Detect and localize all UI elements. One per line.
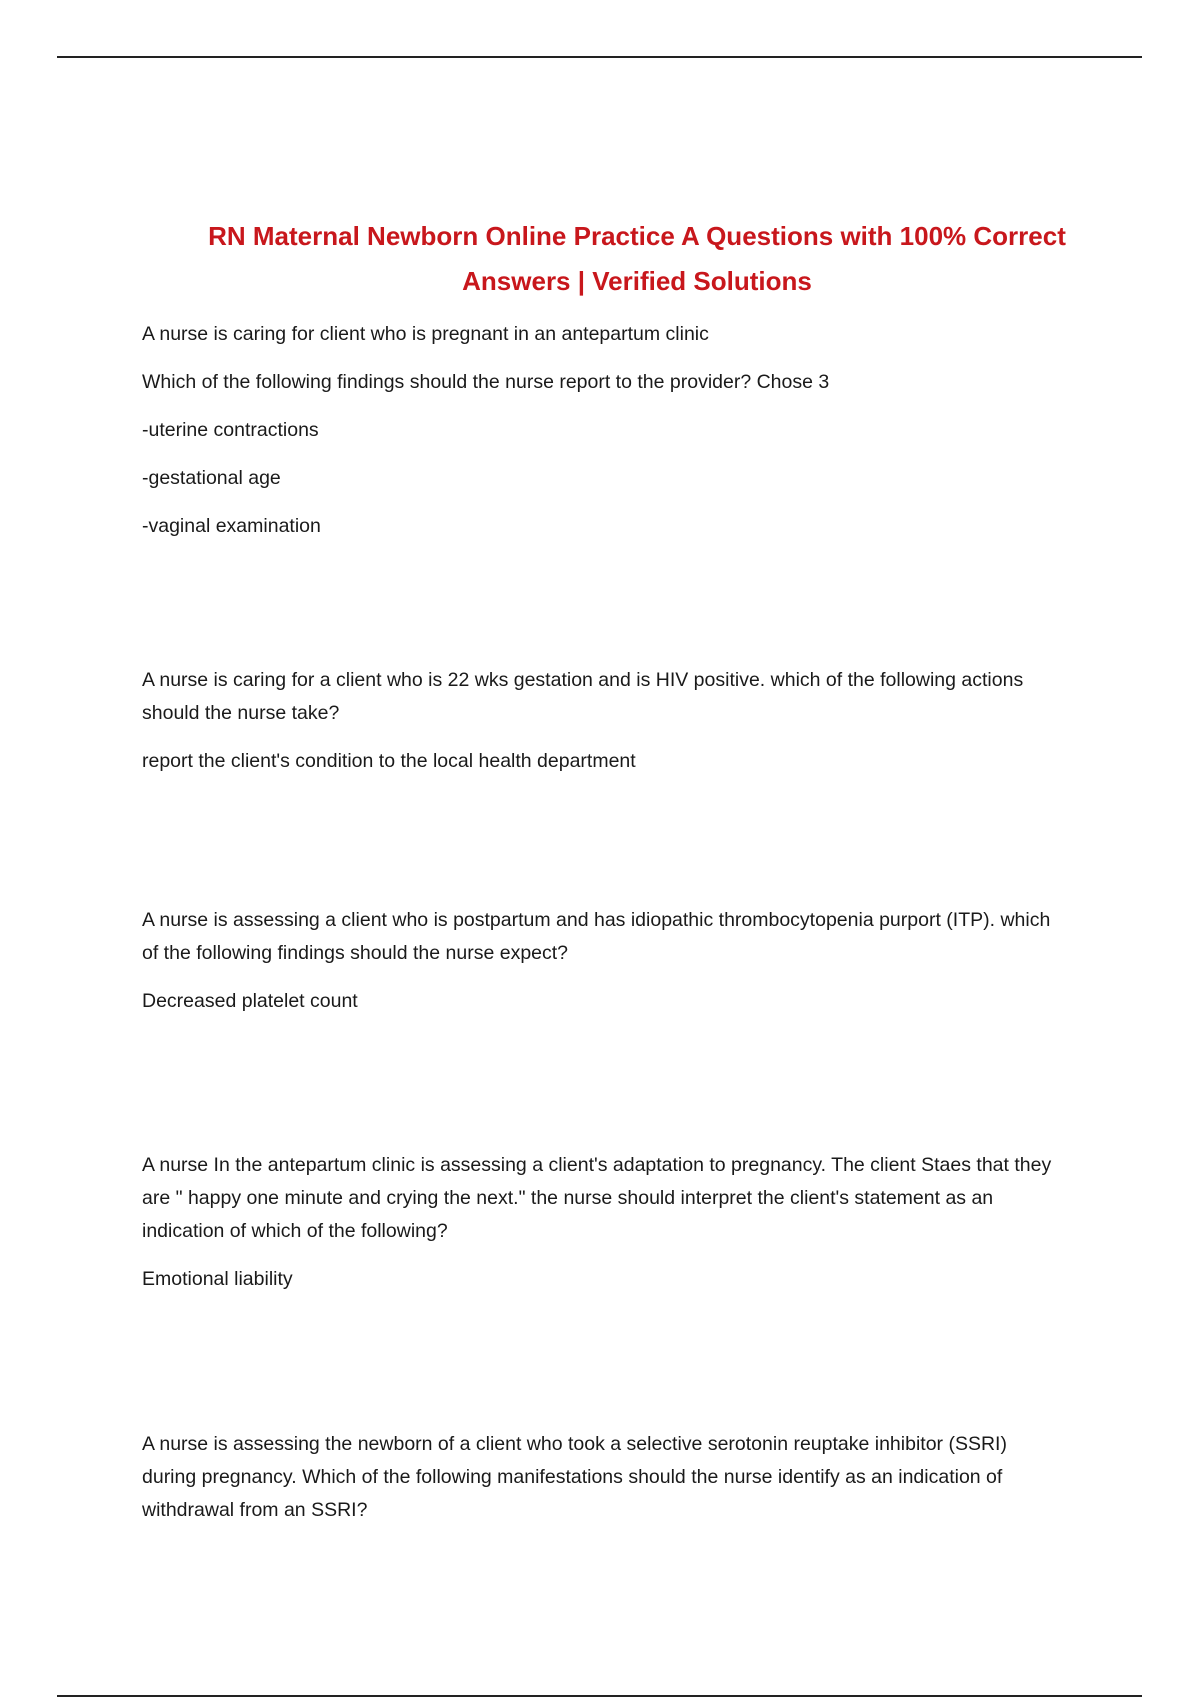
question-block-4 bbox=[142, 1149, 1062, 1296]
question-1-subprompt: Which of the following findings should the nurse report to the provider? Chose 3 bbox=[142, 371, 830, 393]
question-block-2 bbox=[142, 664, 1062, 778]
question-2-prompt: A nurse is caring for a client who is 22 wks gestation and is HIV positive. which of the following actions should the nurse take? bbox=[142, 669, 1024, 724]
document-body bbox=[142, 318, 1062, 1542]
question-spacer bbox=[142, 1033, 1062, 1149]
header-rule bbox=[57, 56, 1142, 58]
question-block-3 bbox=[142, 904, 1062, 1018]
question-4-answer: Emotional liability bbox=[142, 1268, 293, 1290]
question-spacer bbox=[142, 558, 1062, 664]
question-block-1 bbox=[142, 318, 1062, 543]
question-3-prompt: A nurse is assessing a client who is postpartum and has idiopathic thrombocytopenia purport (ITP). which of the following findings should the nurse expect? bbox=[142, 909, 1051, 964]
footer-rule bbox=[57, 1695, 1142, 1697]
document-title: RN Maternal Newborn Online Practice A Questions with 100% Correct Answers | Verified Solutions bbox=[208, 221, 1066, 296]
question-2-answer: report the client's condition to the local health department bbox=[142, 750, 636, 772]
question-1-answer-1: -uterine contractions bbox=[142, 419, 319, 441]
question-spacer bbox=[142, 1311, 1062, 1428]
question-1-answer-2: -gestational age bbox=[142, 467, 281, 489]
question-block-5 bbox=[142, 1428, 1062, 1527]
question-spacer bbox=[142, 793, 1062, 904]
question-4-prompt: A nurse In the antepartum clinic is assessing a client's adaptation to pregnancy. The client Staes that they are " happy one minute and crying the next." the nurse should interpret the client's statement as an indication of which of the following? bbox=[142, 1154, 1052, 1242]
question-1-prompt: A nurse is caring for client who is pregnant in an antepartum clinic bbox=[142, 323, 709, 345]
question-3-answer: Decreased platelet count bbox=[142, 990, 358, 1012]
question-5-prompt: A nurse is assessing the newborn of a client who took a selective serotonin reuptake inhibitor (SSRI) during pregnancy. Which of the following manifestations should the nurse identify as an indication of withdrawal from an SSRI? bbox=[142, 1433, 1007, 1521]
question-1-answer-3: -vaginal examination bbox=[142, 515, 321, 537]
